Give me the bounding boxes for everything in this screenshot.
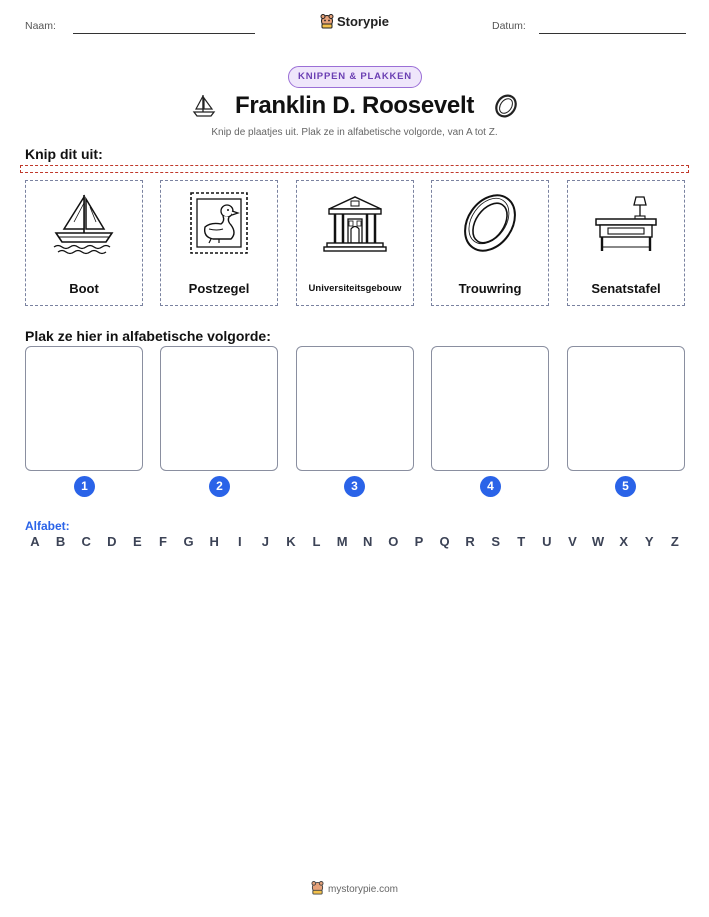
- alphabet-letter: T: [517, 534, 526, 549]
- card-postzegel[interactable]: [160, 180, 278, 306]
- alphabet-letter: J: [261, 534, 269, 549]
- cut-line: [20, 165, 689, 173]
- paste-slot-3[interactable]: [296, 346, 414, 471]
- sailboat-icon: [50, 189, 118, 257]
- alphabet-letter: G: [183, 534, 194, 549]
- footer-url[interactable]: mystorypie.com: [327, 884, 398, 895]
- senate-desk-icon: [592, 189, 660, 257]
- alphabet-letter: N: [363, 534, 373, 549]
- cut-section-label: Knip dit uit:: [25, 146, 103, 162]
- slot-number-3: 3: [344, 476, 365, 497]
- card-label: Trouwring: [458, 281, 522, 296]
- paste-section-label: Plak ze hier in alfabetische volgorde:: [25, 328, 271, 344]
- card-universiteitsgebouw[interactable]: [296, 180, 414, 306]
- alphabet-letter: M: [336, 534, 348, 549]
- page-title: Franklin D. Roosevelt: [234, 92, 475, 119]
- paste-slot-2[interactable]: [160, 346, 278, 471]
- duck-stamp-icon: [185, 189, 253, 257]
- alphabet-letter: K: [286, 534, 296, 549]
- alphabet-letter: D: [107, 534, 117, 549]
- instructions: Knip de plaatjes uit. Plak ze in alfabetische volgorde, van A tot Z.: [211, 127, 498, 138]
- alphabet-letter: E: [133, 534, 142, 549]
- ring-title-icon: [493, 93, 519, 119]
- alphabet-letter: P: [414, 534, 424, 549]
- paste-slot-4[interactable]: [431, 346, 549, 471]
- card-label: Boot: [69, 281, 99, 296]
- university-building-icon: [321, 189, 389, 257]
- alphabet-letter: V: [568, 534, 577, 549]
- title-row: [0, 92, 709, 120]
- alphabet-letter: U: [542, 534, 552, 549]
- activity-badge: KNIPPEN & PLAKKEN: [288, 66, 422, 88]
- storypie-logo-icon: [311, 881, 324, 898]
- alphabet-letter: W: [591, 534, 605, 549]
- date-label: Datum:: [492, 20, 526, 32]
- card-label: Universiteitsgebouw: [308, 283, 402, 294]
- card-label: Senatstafel: [591, 281, 661, 296]
- wedding-ring-icon: [456, 189, 524, 257]
- card-boot[interactable]: [25, 180, 143, 306]
- alphabet-letter: A: [30, 534, 40, 549]
- footer: [0, 881, 709, 898]
- card-senatstafel[interactable]: [567, 180, 685, 306]
- alphabet-title: Alfabet:: [25, 519, 70, 533]
- slot-number-5: 5: [615, 476, 636, 497]
- alphabet-letter: H: [209, 534, 219, 549]
- slot-number-2: 2: [209, 476, 230, 497]
- alphabet-letter: I: [237, 534, 242, 549]
- alphabet-letter: B: [55, 534, 66, 549]
- sailboat-title-icon: [191, 93, 217, 119]
- slot-number-4: 4: [480, 476, 501, 497]
- alphabet-letter: F: [158, 534, 167, 549]
- card-trouwring[interactable]: [431, 180, 549, 306]
- date-line[interactable]: [539, 33, 686, 34]
- alphabet-letter: Y: [644, 534, 654, 549]
- alphabet-letter: C: [81, 534, 91, 549]
- alphabet-letter: S: [491, 534, 501, 549]
- slot-number-1: 1: [74, 476, 95, 497]
- name-label: Naam:: [25, 20, 56, 32]
- alphabet-letter: Q: [439, 534, 450, 549]
- storypie-logo-icon: [320, 14, 334, 32]
- name-line[interactable]: [73, 33, 255, 34]
- paste-slot-5[interactable]: [567, 346, 685, 471]
- alphabet-row: [25, 534, 685, 549]
- brand-name: Storypie: [336, 14, 389, 29]
- card-label: Postzegel: [188, 281, 250, 296]
- alphabet-letter: X: [619, 534, 628, 549]
- brand: [0, 14, 709, 32]
- alphabet-letter: L: [312, 534, 321, 549]
- paste-slot-1[interactable]: [25, 346, 143, 471]
- alphabet-letter: R: [465, 534, 475, 549]
- alphabet-letter: O: [388, 534, 399, 549]
- alphabet-letter: Z: [670, 534, 679, 549]
